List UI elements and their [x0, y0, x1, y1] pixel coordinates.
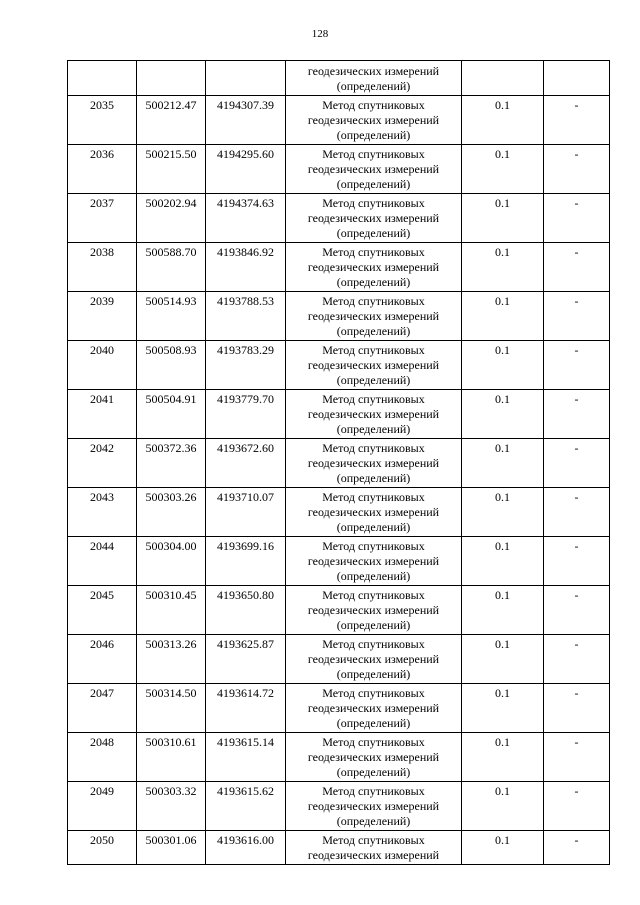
cell-method	[286, 537, 462, 586]
table-row	[68, 537, 610, 586]
cell-note: -	[544, 586, 610, 635]
cell-method	[286, 586, 462, 635]
method-line: Метод спутниковых	[322, 343, 425, 357]
cell-method	[286, 439, 462, 488]
method-line: Метод спутниковых	[322, 147, 425, 161]
cell-point-number: 2042	[68, 439, 137, 488]
cell-point-number: 2035	[68, 96, 137, 145]
table-row	[68, 390, 610, 439]
table-row	[68, 635, 610, 684]
table-row	[68, 684, 610, 733]
cell-x: 500215.50	[137, 145, 206, 194]
cell-x: 500314.50	[137, 684, 206, 733]
cell-point-number: 2044	[68, 537, 137, 586]
method-line: геодезических измерений	[307, 456, 440, 470]
method-line: геодезических измерений	[307, 799, 440, 813]
cell-x: 500508.93	[137, 341, 206, 390]
cell-x: 500304.00	[137, 537, 206, 586]
cell-note: -	[544, 390, 610, 439]
method-line: геодезических измерений	[307, 113, 440, 127]
cell-y: 4193615.14	[206, 733, 286, 782]
cell-y: 4193616.00	[206, 831, 286, 865]
coordinates-table-body	[68, 61, 610, 865]
method-line: Метод спутниковых	[322, 245, 425, 259]
cell-point-number	[68, 61, 137, 96]
cell-accuracy	[462, 61, 544, 96]
method-line: (определений)	[336, 422, 411, 436]
cell-accuracy: 0.1	[462, 292, 544, 341]
cell-y: 4194307.39	[206, 96, 286, 145]
cell-point-number: 2041	[68, 390, 137, 439]
cell-y: 4194374.63	[206, 194, 286, 243]
cell-note: -	[544, 145, 610, 194]
method-line: (определений)	[336, 520, 411, 534]
cell-point-number: 2045	[68, 586, 137, 635]
method-line: (определений)	[336, 324, 411, 338]
method-line: геодезических измерений	[307, 603, 440, 617]
cell-method	[286, 96, 462, 145]
cell-note: -	[544, 782, 610, 831]
method-line: Метод спутниковых	[322, 588, 425, 602]
cell-x: 500303.32	[137, 782, 206, 831]
cell-accuracy: 0.1	[462, 341, 544, 390]
cell-accuracy: 0.1	[462, 96, 544, 145]
cell-note: -	[544, 96, 610, 145]
table-row	[68, 341, 610, 390]
method-line: (определений)	[336, 471, 411, 485]
cell-note: -	[544, 831, 610, 865]
table-row	[68, 194, 610, 243]
cell-point-number: 2043	[68, 488, 137, 537]
cell-point-number: 2048	[68, 733, 137, 782]
cell-accuracy: 0.1	[462, 439, 544, 488]
cell-method	[286, 292, 462, 341]
method-line: (определений)	[336, 128, 411, 142]
table-row	[68, 292, 610, 341]
cell-accuracy: 0.1	[462, 537, 544, 586]
cell-note: -	[544, 194, 610, 243]
cell-point-number: 2047	[68, 684, 137, 733]
cell-accuracy: 0.1	[462, 145, 544, 194]
cell-method	[286, 61, 462, 96]
cell-accuracy: 0.1	[462, 243, 544, 292]
cell-accuracy: 0.1	[462, 733, 544, 782]
cell-point-number: 2040	[68, 341, 137, 390]
cell-x: 500202.94	[137, 194, 206, 243]
cell-method	[286, 488, 462, 537]
method-line: (определений)	[336, 667, 411, 681]
cell-point-number: 2038	[68, 243, 137, 292]
cell-note: -	[544, 684, 610, 733]
method-line: геодезических измерений	[307, 848, 440, 862]
cell-y: 4193783.29	[206, 341, 286, 390]
cell-x: 500212.47	[137, 96, 206, 145]
cell-note: -	[544, 488, 610, 537]
cell-y: 4193615.62	[206, 782, 286, 831]
cell-note: -	[544, 537, 610, 586]
method-line: геодезических измерений	[307, 652, 440, 666]
cell-y: 4193788.53	[206, 292, 286, 341]
cell-x: 500588.70	[137, 243, 206, 292]
cell-point-number: 2049	[68, 782, 137, 831]
cell-point-number: 2050	[68, 831, 137, 865]
cell-note: -	[544, 439, 610, 488]
cell-x: 500372.36	[137, 439, 206, 488]
cell-y: 4193650.80	[206, 586, 286, 635]
method-line: геодезических измерений	[307, 554, 440, 568]
method-line: геодезических измерений	[307, 701, 440, 715]
table-row	[68, 243, 610, 292]
table-row	[68, 733, 610, 782]
method-line: (определений)	[336, 814, 411, 828]
cell-x: 500310.45	[137, 586, 206, 635]
cell-point-number: 2037	[68, 194, 137, 243]
method-line: Метод спутниковых	[322, 441, 425, 455]
method-line: Метод спутниковых	[322, 98, 425, 112]
method-line: (определений)	[336, 79, 411, 93]
cell-note: -	[544, 341, 610, 390]
cell-accuracy: 0.1	[462, 586, 544, 635]
cell-x	[137, 61, 206, 96]
cell-method	[286, 831, 462, 865]
method-line: (определений)	[336, 569, 411, 583]
cell-method	[286, 684, 462, 733]
cell-method	[286, 341, 462, 390]
table-row	[68, 96, 610, 145]
method-line: геодезических измерений	[307, 211, 440, 225]
cell-accuracy: 0.1	[462, 194, 544, 243]
cell-accuracy: 0.1	[462, 831, 544, 865]
cell-method	[286, 635, 462, 684]
cell-y: 4193710.07	[206, 488, 286, 537]
cell-accuracy: 0.1	[462, 635, 544, 684]
cell-note	[544, 61, 610, 96]
method-line: геодезических измерений	[307, 162, 440, 176]
cell-method	[286, 733, 462, 782]
cell-method	[286, 782, 462, 831]
coordinates-table	[67, 60, 610, 865]
cell-point-number: 2036	[68, 145, 137, 194]
cell-y: 4193614.72	[206, 684, 286, 733]
cell-accuracy: 0.1	[462, 684, 544, 733]
method-line: (определений)	[336, 275, 411, 289]
table-row	[68, 439, 610, 488]
cell-method	[286, 145, 462, 194]
cell-accuracy: 0.1	[462, 390, 544, 439]
method-line: геодезических измерений	[307, 750, 440, 764]
method-line: (определений)	[336, 716, 411, 730]
table-row	[68, 831, 610, 865]
cell-note: -	[544, 733, 610, 782]
cell-y	[206, 61, 286, 96]
method-line: (определений)	[336, 177, 411, 191]
cell-y: 4193699.16	[206, 537, 286, 586]
method-line: (определений)	[336, 226, 411, 240]
method-line: (определений)	[336, 765, 411, 779]
cell-y: 4193846.92	[206, 243, 286, 292]
method-line: геодезических измерений	[307, 407, 440, 421]
cell-note: -	[544, 243, 610, 292]
cell-accuracy: 0.1	[462, 782, 544, 831]
cell-method	[286, 390, 462, 439]
cell-method	[286, 194, 462, 243]
cell-y: 4193779.70	[206, 390, 286, 439]
method-line: геодезических измерений	[307, 358, 440, 372]
method-line: (определений)	[336, 618, 411, 632]
cell-x: 500303.26	[137, 488, 206, 537]
method-line: Метод спутниковых	[322, 784, 425, 798]
cell-x: 500504.91	[137, 390, 206, 439]
method-line: Метод спутниковых	[322, 392, 425, 406]
method-line: Метод спутниковых	[322, 196, 425, 210]
cell-accuracy: 0.1	[462, 488, 544, 537]
cell-method	[286, 243, 462, 292]
method-line: геодезических измерений	[307, 505, 440, 519]
method-line: геодезических измерений	[307, 260, 440, 274]
page-number: 128	[311, 28, 329, 40]
table-row	[68, 488, 610, 537]
cell-y: 4193672.60	[206, 439, 286, 488]
cell-x: 500313.26	[137, 635, 206, 684]
table-row	[68, 61, 610, 96]
table-row	[68, 782, 610, 831]
method-line: геодезических измерений	[307, 309, 440, 323]
method-line: Метод спутниковых	[322, 539, 425, 553]
method-line: Метод спутниковых	[322, 294, 425, 308]
method-line: геодезических измерений	[307, 64, 440, 78]
method-line: Метод спутниковых	[322, 735, 425, 749]
method-line: Метод спутниковых	[322, 686, 425, 700]
method-line: Метод спутниковых	[322, 833, 425, 847]
cell-x: 500310.61	[137, 733, 206, 782]
cell-note: -	[544, 292, 610, 341]
cell-x: 500514.93	[137, 292, 206, 341]
cell-y: 4193625.87	[206, 635, 286, 684]
table-row	[68, 145, 610, 194]
table-row	[68, 586, 610, 635]
method-line: (определений)	[336, 373, 411, 387]
method-line: Метод спутниковых	[322, 490, 425, 504]
method-line: Метод спутниковых	[322, 637, 425, 651]
cell-x: 500301.06	[137, 831, 206, 865]
cell-point-number: 2046	[68, 635, 137, 684]
cell-y: 4194295.60	[206, 145, 286, 194]
cell-point-number: 2039	[68, 292, 137, 341]
cell-note: -	[544, 635, 610, 684]
